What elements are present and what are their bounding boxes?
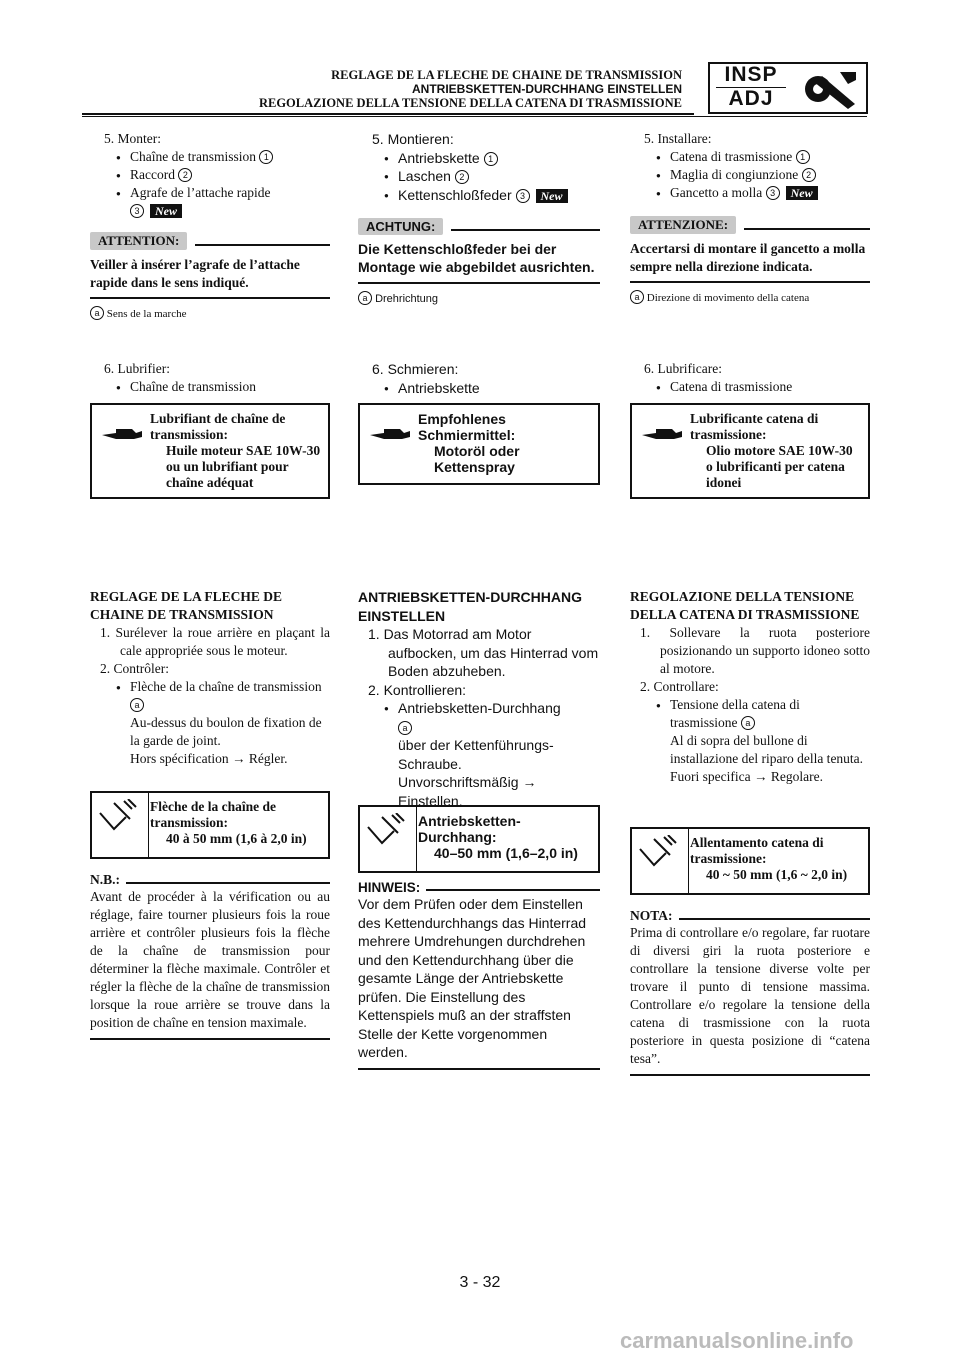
it-note-body: Prima di controllare e/o regolare, far ruotare di diversi giri la ruota posteriore e controllare la tensione diverse volte per trovare il punto di tensione massima. Controllare e/o regolare la tensione della catena di trasmissione con la ruota posteriore in questa posizione di “catena tesa”. [630,925,870,1066]
measurement-icon [364,813,414,853]
fr-check-item: ● Flèche de la chaîne de transmission a [90,678,330,714]
oil-can-icon [636,411,686,451]
header-rule-thin [82,116,867,117]
new-badge: New [536,189,568,203]
de-step6: 6. Schmieren: ● Antriebskette [358,360,600,397]
page-header [259,68,682,110]
section-badge [708,62,868,114]
it-step6: 6. Lubrificare: ● Catena di trasmissione [630,360,870,396]
it-warning-body: Accertarsi di montare il gancetto a molla sempre nella direzione indicata. [630,241,866,274]
fr-step5 [90,130,330,320]
fr-note-body: Avant de procéder à la vérification ou au réglage, faire tourner plusieurs fois la roue arrière et contrôler plusieurs fois la flèche de la chaîne de transmission pour déterminer la flèche maximale. Contrôler et régler la flèche de la chaîne de transmission lorsque la roue arrière se trouve dans la position de chaîne en tension maximale. [90,889,330,1030]
fr-warning-title: ATTENTION: [90,232,187,250]
fr-step5-item3: ● Agrafe de l’attache rapide 3 New [90,184,330,220]
it-section: REGOLAZIONE DELLA TENSIONE DELLA CATENA DI TRASMISSIONE 1. Sollevare la ruota posteriore posizionando un supporto idoneo sotto al motore. 2. Controllare: ● Tensione della catena di trasmissione a Al di sopra del bullone di installazione del riparo della tenuta. Fuori specifica → Regolare. [630,588,870,786]
de-section-title: ANTRIEBSKETTEN-DURCHHANG EINSTELLEN [358,589,582,624]
de-step5: 5. Montieren: ● Antriebskette 1 ● Laschen 2 ● Kettenschloßfeder 3 New ACHTUNG: Die Kettenschloßfeder bei der Montage wie abgebildet ausrichten. a Drehrichtung [358,130,600,305]
de-warning-header: ACHTUNG: [358,218,600,235]
fr-step6: 6. Lubrifier: ● Chaîne de transmission [90,360,330,396]
it-lubricant-box: Lubrificante catena di trasmissione: Olio motore SAE 10W-30 o lubrificanti per catena idonei [630,403,870,499]
fr-section-title: REGLAGE DE LA FLECHE DE CHAINE DE TRANSMISSION [90,589,283,622]
badge-insp: INSP [716,64,786,88]
it-note: NOTA: Prima di controllare e/o regolare, far ruotare di diversi giri la ruota posteriore e controllare la tensione diverse volte per trovare il punto di tensione massima. Controllare e/o regolare la tensione della catena di trasmissione con la ruota posteriore in questa posizione di “catena tesa”. [630,908,870,1076]
de-warning-body: Die Kettenschloßfeder bei der Montage wie abgebildet ausrichten. [358,241,595,275]
fr-step5-title: 5. Monter: [104,131,161,146]
it-step5: 5. Installare: ● Catena di trasmissione 1 ● Maglia di congiunzione 2 ● Gancetto a molla 3 New ATTENZIONE: Accertarsi di montare il gancetto a molla sempre nella direzione indicata. a Direzione di movimento della catena [630,130,870,304]
fr-note-title: N.B.: [90,872,120,887]
badge-adj: ADJ [728,87,774,110]
it-section-title: REGOLAZIONE DELLA TENSIONE DELLA CATENA DI TRASMISSIONE [630,589,860,622]
page-number: 3 - 32 [459,1274,501,1291]
it-warning-header: ATTENZIONE: [630,216,870,234]
header-title-it: REGOLAZIONE DELLA TENSIONE DELLA CATENA DI TRASMISSIONE [258,96,682,110]
fr-warning-body: Veiller à insérer l’agrafe de l’attache rapide dans le sens indiqué. [90,257,300,290]
measurement-icon [636,835,686,875]
de-section: ANTRIEBSKETTEN-DURCHHANG EINSTELLEN 1. Das Motorrad am Motor aufbocken, um das Hinterrad vom Boden abzuheben. 2. Kontrollieren: ● Antriebsketten-Durchhang a über der Kettenführungs-Schraube. Unvorschriftsmäßig → Einstellen. [358,588,600,810]
wrench-tool-icon [800,68,860,110]
de-spec-box: Antriebsketten-Durchhang: 40–50 mm (1,6–2,0 in) [358,805,600,873]
fr-warning-header [90,232,330,250]
fr-note [90,872,330,1040]
header-rule [82,113,694,115]
new-badge: New [786,186,818,200]
measurement-icon [96,799,146,839]
fr-spec-box: Flèche de la chaîne de transmission: 40 à 50 mm (1,6 à 2,0 in) [90,791,330,859]
fr-section: REGLAGE DE LA FLECHE DE CHAINE DE TRANSMISSION 1. Surélever la roue arrière en plaçant la cale appropriée sous le moteur. 2. Contrôler: ● Flèche de la chaîne de transmission a Au-dessus du boulon de fixation de la garde de joint. Hors spécification → Régler. [90,588,330,768]
fr-lubricant-box: Lubrifiant de chaîne de transmission: Huile moteur SAE 10W-30 ou un lubrifiant pour chaîne adéquat [90,403,330,499]
de-lubricant-box: Empfohlenes Schmiermittel: Motoröl oder Kettenspray [358,403,600,485]
oil-can-icon [364,411,414,451]
fr-step5-item1: ● Chaîne de transmission 1 [90,148,330,166]
it-spec-box: Allentamento catena di trasmissione: 40 ~ 50 mm (1,6 ~ 2,0 in) [630,827,870,895]
watermark: carmanualsonline.info [620,1328,854,1353]
it-note-a: a Direzione di movimento della catena [630,290,870,304]
header-title-de: ANTRIEBSKETTEN-DURCHHANG EINSTELLEN [412,82,682,96]
oil-can-icon [96,411,146,451]
fr-note-a: a Sens de la marche [90,306,330,320]
de-note-body: Vor dem Prüfen oder dem Einstellen des Kettendurchhangs das Hinterrad mehrere Umdrehungen durchdrehen und den Kettendurchhang über die gesamte Länge der Antriebskette prüfen. Die Einstellung des Kettenspiels muß an der straffsten Stelle der Kette vorgenommen werden. [358,896,587,1060]
fr-step5-item2: ● Raccord 2 [90,166,330,184]
header-title-fr: REGLAGE DE LA FLECHE DE CHAINE DE TRANSMISSION [331,68,682,82]
de-note: HINWEIS: Vor dem Prüfen oder dem Einstellen des Kettendurchhangs das Hinterrad mehrere Umdrehungen durchdrehen und den Kettendurchhang über die gesamte Länge der Antriebskette prüfen. Die Einstellung des Kettenspiels muß an der straffsten Stelle der Kette vorgenommen werden. [358,880,600,1070]
de-note-a: a Drehrichtung [358,291,600,305]
new-badge: New [150,204,182,218]
